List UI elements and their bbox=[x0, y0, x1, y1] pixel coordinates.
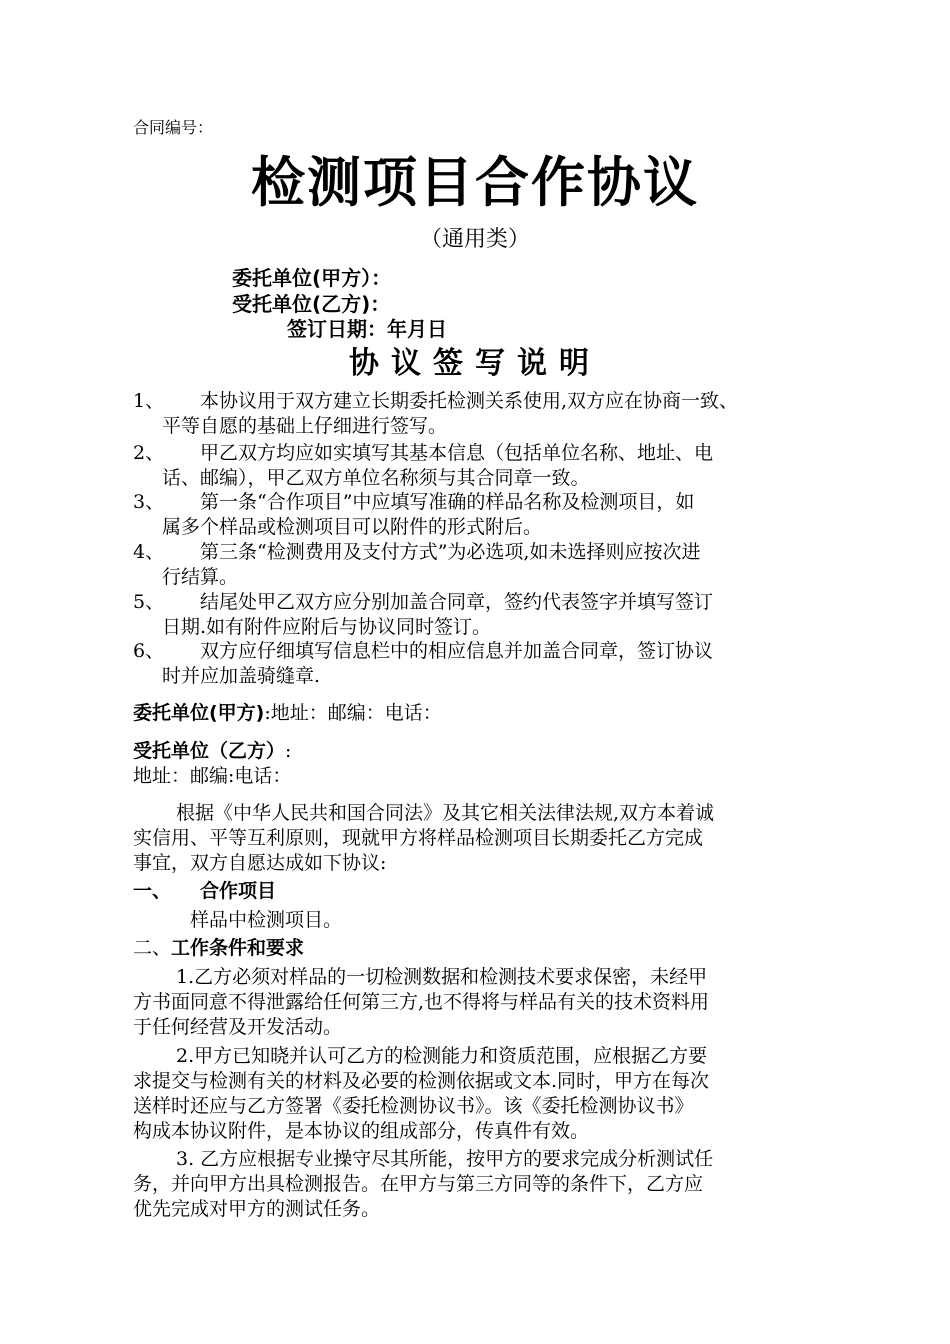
instructions-title: 协议签写说明 bbox=[349, 346, 601, 381]
section-1-number: 一、 bbox=[133, 880, 172, 902]
instruction-line: 本协议用于双方建立长期委托检测关系使用,双方应在协商一致、 bbox=[200, 390, 739, 412]
clause-1-line: 于任何经营及开发活动。 bbox=[133, 1016, 343, 1038]
section-2-heading bbox=[133, 933, 304, 960]
clause-1-line: 1.乙方必须对样品的一切检测数据和检测技术要求保密，未经甲 bbox=[176, 966, 708, 988]
instruction-line: 甲乙双方均应如实填写其基本信息（包括单位名称、地址、电 bbox=[200, 442, 714, 464]
intro-line: 实信用、平等互利原则，现就甲方将样品检测项目长期委托乙方完成 bbox=[133, 827, 704, 849]
page-title: 检测项目合作协议 bbox=[251, 151, 699, 214]
instruction-line: 双方应仔细填写信息栏中的相应信息并加盖合同章，签订协议 bbox=[200, 640, 714, 662]
instruction-line: 话、邮编），甲乙双方单位名称须与其合同章一致。 bbox=[162, 467, 590, 489]
party-b-header: 受托单位(乙方)： bbox=[232, 292, 391, 316]
clause-2-line: 构成本协议附件，是本协议的组成部分，传真件有效。 bbox=[133, 1120, 590, 1142]
instruction-number: 5、 bbox=[133, 591, 165, 613]
instruction-number: 6、 bbox=[133, 640, 165, 662]
instruction-line: 行结算。 bbox=[162, 566, 239, 588]
instruction-line: 第三条“检测费用及支付方式”为必选项,如未选择则应按次进 bbox=[200, 541, 701, 563]
section-1-text: 样品中检测项目。 bbox=[190, 909, 343, 931]
party-a-label: 委托单位(甲方) bbox=[133, 702, 265, 724]
contract-number-label: 合同编号： bbox=[133, 118, 214, 137]
instruction-number: 3、 bbox=[133, 491, 165, 513]
instruction-number: 4、 bbox=[133, 541, 165, 563]
party-a-fields: :地址：邮编：电话： bbox=[264, 702, 442, 724]
section-1-title: 合作项目 bbox=[200, 880, 277, 902]
party-b-label: 受托单位（乙方） bbox=[133, 740, 286, 762]
sign-date: 签订日期：年月日 bbox=[287, 317, 447, 341]
page-subtitle: （通用类） bbox=[419, 227, 530, 252]
clause-3-line: 优先完成对甲方的测试任务。 bbox=[133, 1198, 381, 1220]
instruction-line: 日期.如有附件应附后与协议同时签订。 bbox=[162, 616, 492, 638]
clause-2-line: 求提交与检测有关的材料及必要的检测依据或文本.同时，甲方在每次 bbox=[133, 1070, 710, 1092]
section-2-number: 二、 bbox=[133, 937, 172, 959]
intro-line: 根据《中华人民共和国合同法》及其它相关法律法规,双方本着诚 bbox=[176, 802, 715, 824]
party-a-header: 委托单位(甲方）： bbox=[232, 266, 392, 290]
party-b-info bbox=[133, 736, 291, 763]
clause-3-line: 3. 乙方应根据专业操守尽其所能，按甲方的要求完成分析测试任 bbox=[176, 1148, 714, 1170]
instruction-line: 属多个样品或检测项目可以附件的形式附后。 bbox=[162, 516, 543, 538]
instruction-number: 1、 bbox=[133, 390, 165, 412]
instruction-line: 时并应加盖骑缝章. bbox=[162, 665, 321, 687]
intro-line: 事宜，双方自愿达成如下协议: bbox=[133, 852, 387, 874]
clause-1-line: 方书面同意不得泄露给任何第三方,也不得将与样品有关的技术资料用 bbox=[133, 991, 710, 1013]
party-a-info bbox=[133, 698, 442, 725]
instruction-line: 平等自愿的基础上仔细进行签写。 bbox=[162, 415, 448, 437]
instruction-number: 2、 bbox=[133, 442, 165, 464]
clause-2-line: 送样时还应与乙方签署《委托检测协议书》。该《委托检测协议书》 bbox=[133, 1095, 694, 1117]
clause-3-line: 务，并向甲方出具检测报告。在甲方与第三方同等的条件下，乙方应 bbox=[133, 1173, 704, 1195]
party-b-fields: 地址：邮编:电话： bbox=[133, 765, 292, 787]
party-b-colon: : bbox=[285, 740, 292, 762]
instruction-line: 结尾处甲乙双方应分别加盖合同章，签约代表签字并填写签订 bbox=[200, 591, 714, 613]
instruction-line: 第一条“合作项目”中应填写准确的样品名称及检测项目，如 bbox=[200, 491, 695, 513]
clause-2-line: 2.甲方已知晓并认可乙方的检测能力和资质范围，应根据乙方要 bbox=[176, 1045, 708, 1067]
section-2-title: 工作条件和要求 bbox=[171, 937, 305, 959]
